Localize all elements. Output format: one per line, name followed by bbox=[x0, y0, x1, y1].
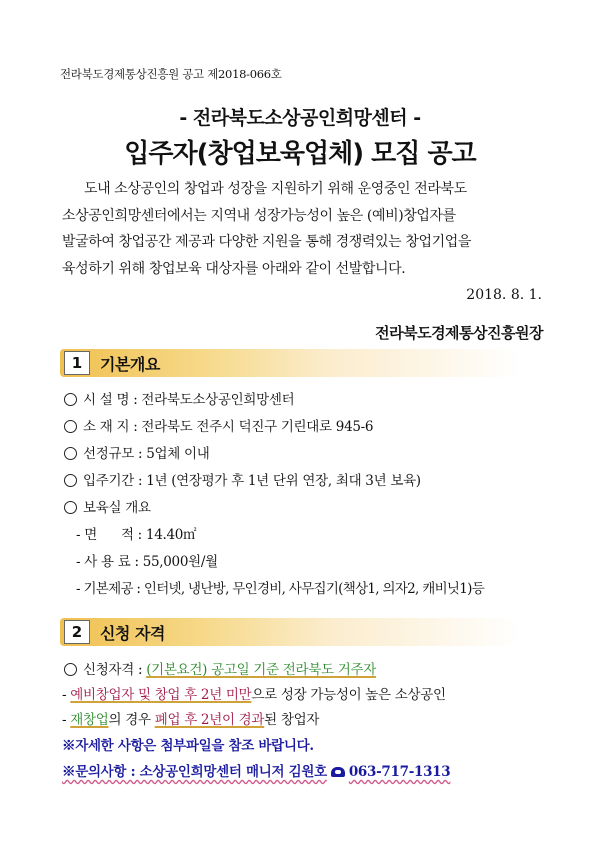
subtitle: - 전라북도소상공인희망센터 - bbox=[179, 107, 421, 129]
circle-bullet-icon bbox=[64, 663, 77, 676]
intro-line: 육성하기 위해 창업보육 대상자를 아래와 같이 선발합니다. bbox=[62, 260, 406, 277]
section-number: 1 bbox=[64, 351, 90, 375]
circle-bullet-icon bbox=[64, 474, 77, 487]
intro-paragraph bbox=[62, 176, 552, 282]
notice-date: 2018. 8. 1. bbox=[466, 287, 542, 303]
notice-number: 전라북도경제통상진흥원 공고 제2018-066호 bbox=[60, 67, 282, 81]
room-area: - 면 적 : 14.40㎡ bbox=[76, 527, 197, 543]
contact-text: ※문의사항 : 소상공인희망센터 매니저 김원호 bbox=[62, 764, 327, 780]
intro-line: 발굴하여 창업공간 제공과 다양한 지원을 통해 경쟁력있는 창업기업을 bbox=[62, 234, 471, 250]
circle-bullet-icon bbox=[64, 501, 77, 514]
section-2-header bbox=[60, 618, 546, 648]
startup-period-highlight: 예비창업자 및 창업 후 2년 미만 bbox=[70, 687, 252, 703]
qualification-value: (기본요건) 공고일 기준 전라북도 거주자 bbox=[146, 662, 376, 678]
qualification-startup: - 예비창업자 및 창업 후 2년 미만으로 성장 가능성이 높은 소상공인 bbox=[62, 687, 446, 703]
restart-highlight: 재창업 bbox=[70, 712, 109, 728]
phone-icon bbox=[331, 767, 345, 777]
qualification-main: 신청자격 : (기본요건) 공고일 기준 전라북도 거주자 bbox=[62, 658, 376, 678]
intro-line: 소상공인희망센터에서는 지역내 성장가능성이 높은 (예비)창업자를 bbox=[62, 207, 456, 224]
contact-line bbox=[62, 760, 450, 780]
circle-bullet-icon bbox=[64, 393, 77, 406]
section-title: 신청 자격 bbox=[100, 624, 165, 643]
overview-item-room: 보육실 개요 bbox=[62, 496, 151, 516]
section-title: 기본개요 bbox=[100, 355, 160, 374]
overview-item-location: 소 재 지 : 전라북도 전주시 덕진구 기린대로 945-6 bbox=[62, 415, 373, 435]
section-1-header bbox=[60, 349, 546, 379]
circle-bullet-icon bbox=[64, 420, 77, 433]
contact-phone: 063-717-1313 bbox=[348, 764, 451, 780]
overview-item-period: 입주기간 : 1년 (연장평가 후 1년 단위 연장, 최대 3년 보육) bbox=[62, 469, 421, 489]
issuer-name: 전라북도경제통상진흥원장 bbox=[375, 324, 543, 342]
attachment-note: ※자세한 사항은 첨부파일을 참조 바랍니다. bbox=[62, 738, 314, 754]
circle-bullet-icon bbox=[64, 447, 77, 460]
overview-item-scale: 선정규모 : 5업체 이내 bbox=[62, 442, 209, 462]
closure-highlight: 폐업 후 2년이 경과 bbox=[154, 712, 265, 728]
overview-item-facility: 시 설 명 : 전라북도소상공인희망센터 bbox=[62, 388, 294, 408]
section-number: 2 bbox=[64, 620, 90, 644]
page-title: 입주자(창업보육업체) 모집 공고 bbox=[124, 139, 476, 169]
qualification-restart: - 재창업의 경우 폐업 후 2년이 경과된 창업자 bbox=[62, 712, 320, 728]
room-fee: - 사 용 료 : 55,000원/월 bbox=[76, 554, 218, 570]
room-provisions: - 기본제공 : 인터넷, 냉난방, 무인경비, 사무집기(책상1, 의자2, 캐비닛1)등 bbox=[76, 581, 485, 597]
intro-line: 도내 소상공인의 창업과 성장을 지원하기 위해 운영중인 전라북도 bbox=[84, 181, 467, 197]
